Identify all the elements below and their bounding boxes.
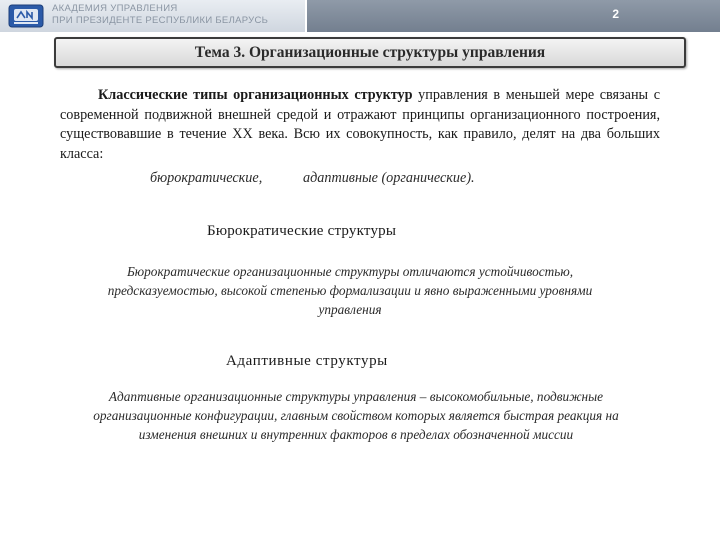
definition-adaptive: Адаптивные организационные структуры управления – высокомобильные, подвижные организационные конфигурации, главным свойством которых является быстрая реакция на изменения внешних и внутренних факторов в пределах обозначенной миссии [93, 389, 619, 442]
academy-name-line2: ПРИ ПРЕЗИДЕНТЕ РЕСПУБЛИКИ БЕЛАРУСЬ [52, 15, 269, 26]
section-heading-adaptive: Адаптивные структуры [226, 353, 388, 369]
intro-text: управления в меньшей мере связаны с современной подвижной внешней средой и отражают принципы организационного построения, существовавшие в течение XX века. Всю их совокупность, как правило, делят на два больших класса: [60, 87, 660, 162]
academy-emblem-icon [8, 4, 44, 28]
page-number: 2 [612, 7, 619, 21]
header-logo-band [0, 0, 305, 32]
slide-title: Тема 3. Организационные структуры управления [194, 44, 546, 61]
academy-name [52, 3, 302, 27]
intro-paragraph [60, 86, 660, 164]
section-heading-bureaucratic: Бюрократические структуры [207, 223, 397, 239]
intro-emphasis: Классические типы организационных структур [98, 87, 413, 103]
title-box [54, 37, 686, 68]
class-adaptive: адаптивные (органические). [303, 170, 475, 186]
class-bureaucratic: бюрократические, [150, 170, 263, 186]
academy-name-line1: АКАДЕМИЯ УПРАВЛЕНИЯ [52, 3, 178, 14]
header-page-band [307, 0, 720, 32]
definition-bureaucratic: Бюрократические организационные структуры отличаются устойчивостью, предсказуемостью, высокой степенью формализации и явно выраженными уровнями управления [107, 264, 593, 317]
